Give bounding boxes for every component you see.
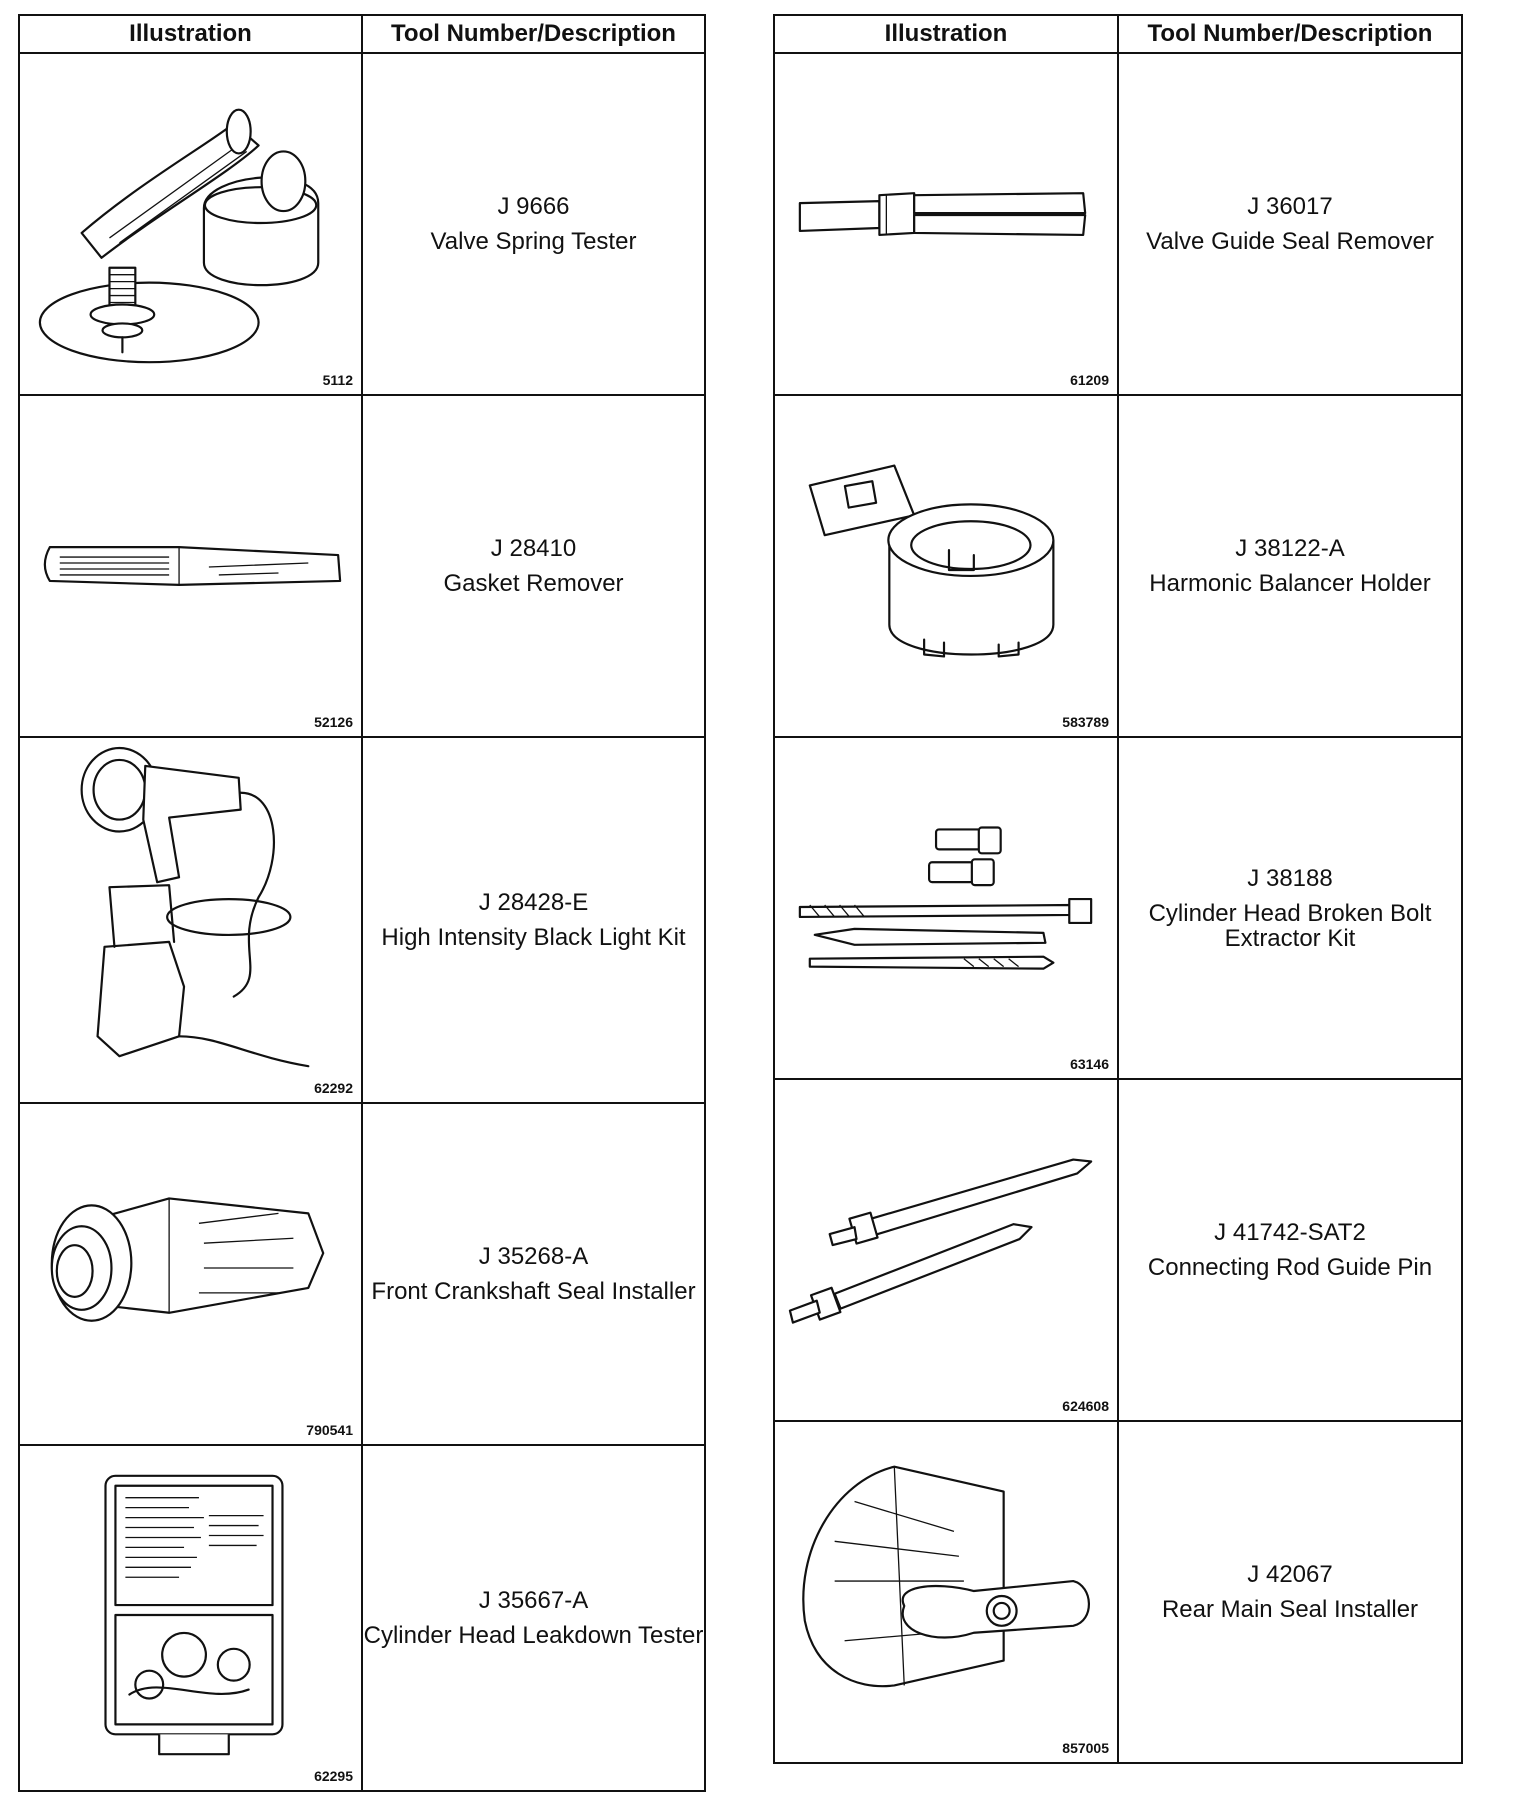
rear-main-seal-installer-illustration	[775, 1422, 1117, 1762]
tool-illustration-cell	[774, 737, 1118, 1079]
tool-illustration-cell	[19, 737, 362, 1103]
tool-name: Rear Main Seal Installer	[1161, 1596, 1419, 1623]
tool-description-header: Tool Number/Description	[362, 15, 705, 53]
harmonic-balancer-holder-illustration	[775, 396, 1117, 736]
figure-number: 5112	[322, 372, 353, 388]
tool-number: J 38122-A	[1235, 535, 1345, 562]
tool-description-cell	[362, 1103, 705, 1445]
tool-name: Cylinder Head Broken Bolt Extractor Kit	[1148, 899, 1432, 952]
illustration-header: Illustration	[774, 15, 1118, 53]
figure-number: 52126	[314, 714, 353, 730]
tool-illustration-cell	[774, 53, 1118, 395]
black-light-kit-illustration	[20, 738, 361, 1102]
tool-number: J 36017	[1247, 193, 1333, 220]
tool-name: Valve Spring Tester	[430, 228, 637, 255]
table-row	[19, 1445, 705, 1791]
tool-illustration-cell	[19, 1103, 362, 1445]
table-row	[19, 737, 705, 1103]
figure-number: 583789	[1062, 714, 1109, 730]
figure-number: 63146	[1070, 1056, 1109, 1072]
table-row	[774, 1421, 1462, 1763]
tool-name: Harmonic Balancer Holder	[1149, 570, 1431, 597]
tool-name: Front Crankshaft Seal Installer	[371, 1278, 696, 1305]
tool-illustration-cell	[774, 1079, 1118, 1421]
tool-number: J 35268-A	[478, 1243, 589, 1270]
tool-name: Cylinder Head Leakdown Tester	[363, 1622, 704, 1649]
tool-illustration-cell	[19, 1445, 362, 1791]
table-row	[774, 1079, 1462, 1421]
table-row	[774, 395, 1462, 737]
tool-name: Connecting Rod Guide Pin	[1147, 1254, 1433, 1281]
tool-description-cell	[362, 737, 705, 1103]
tool-number: J 28410	[490, 535, 577, 562]
table-row	[19, 53, 705, 395]
tool-illustration-cell	[774, 1421, 1118, 1763]
tool-description-cell	[362, 395, 705, 737]
illustration-header: Illustration	[19, 15, 362, 53]
tool-number: J 28428-E	[478, 889, 589, 916]
leakdown-tester-case-illustration	[20, 1446, 361, 1790]
tool-table-left	[18, 14, 706, 1792]
connecting-rod-guide-pin-illustration	[775, 1080, 1117, 1420]
tool-illustration-cell	[19, 53, 362, 395]
tool-description-cell	[1118, 395, 1462, 737]
tool-illustration-cell	[19, 395, 362, 737]
tool-table-right	[773, 14, 1463, 1764]
tool-number: J 41742-SAT2	[1214, 1219, 1366, 1246]
table-row	[19, 1103, 705, 1445]
figure-number: 790541	[306, 1422, 353, 1438]
tool-description-cell	[1118, 737, 1462, 1079]
valve-guide-seal-remover-illustration	[775, 54, 1117, 394]
figure-number: 857005	[1062, 1740, 1109, 1756]
crankshaft-seal-installer-illustration	[20, 1104, 361, 1444]
tool-description-cell	[362, 53, 705, 395]
bolt-extractor-kit-illustration	[775, 738, 1117, 1078]
tool-description-cell	[1118, 1079, 1462, 1421]
tool-description-cell	[362, 1445, 705, 1791]
table-row	[774, 53, 1462, 395]
figure-number: 624608	[1062, 1398, 1109, 1414]
tool-number: J 42067	[1247, 1561, 1333, 1588]
tool-illustration-cell	[774, 395, 1118, 737]
tool-description-cell	[1118, 1421, 1462, 1763]
tool-number: J 35667-A	[478, 1587, 589, 1614]
tool-description-header: Tool Number/Description	[1118, 15, 1462, 53]
tool-name: Gasket Remover	[443, 570, 624, 597]
table-row	[19, 395, 705, 737]
tool-name: High Intensity Black Light Kit	[381, 924, 686, 951]
gasket-remover-illustration	[20, 396, 361, 736]
figure-number: 61209	[1070, 372, 1109, 388]
tool-description-cell	[1118, 53, 1462, 395]
valve-spring-tester-illustration	[20, 54, 361, 394]
tool-name: Valve Guide Seal Remover	[1146, 228, 1434, 255]
figure-number: 62292	[314, 1080, 353, 1096]
tool-number: J 9666	[497, 193, 570, 220]
figure-number: 62295	[314, 1768, 353, 1784]
table-row	[774, 737, 1462, 1079]
tool-number: J 38188	[1247, 864, 1333, 892]
